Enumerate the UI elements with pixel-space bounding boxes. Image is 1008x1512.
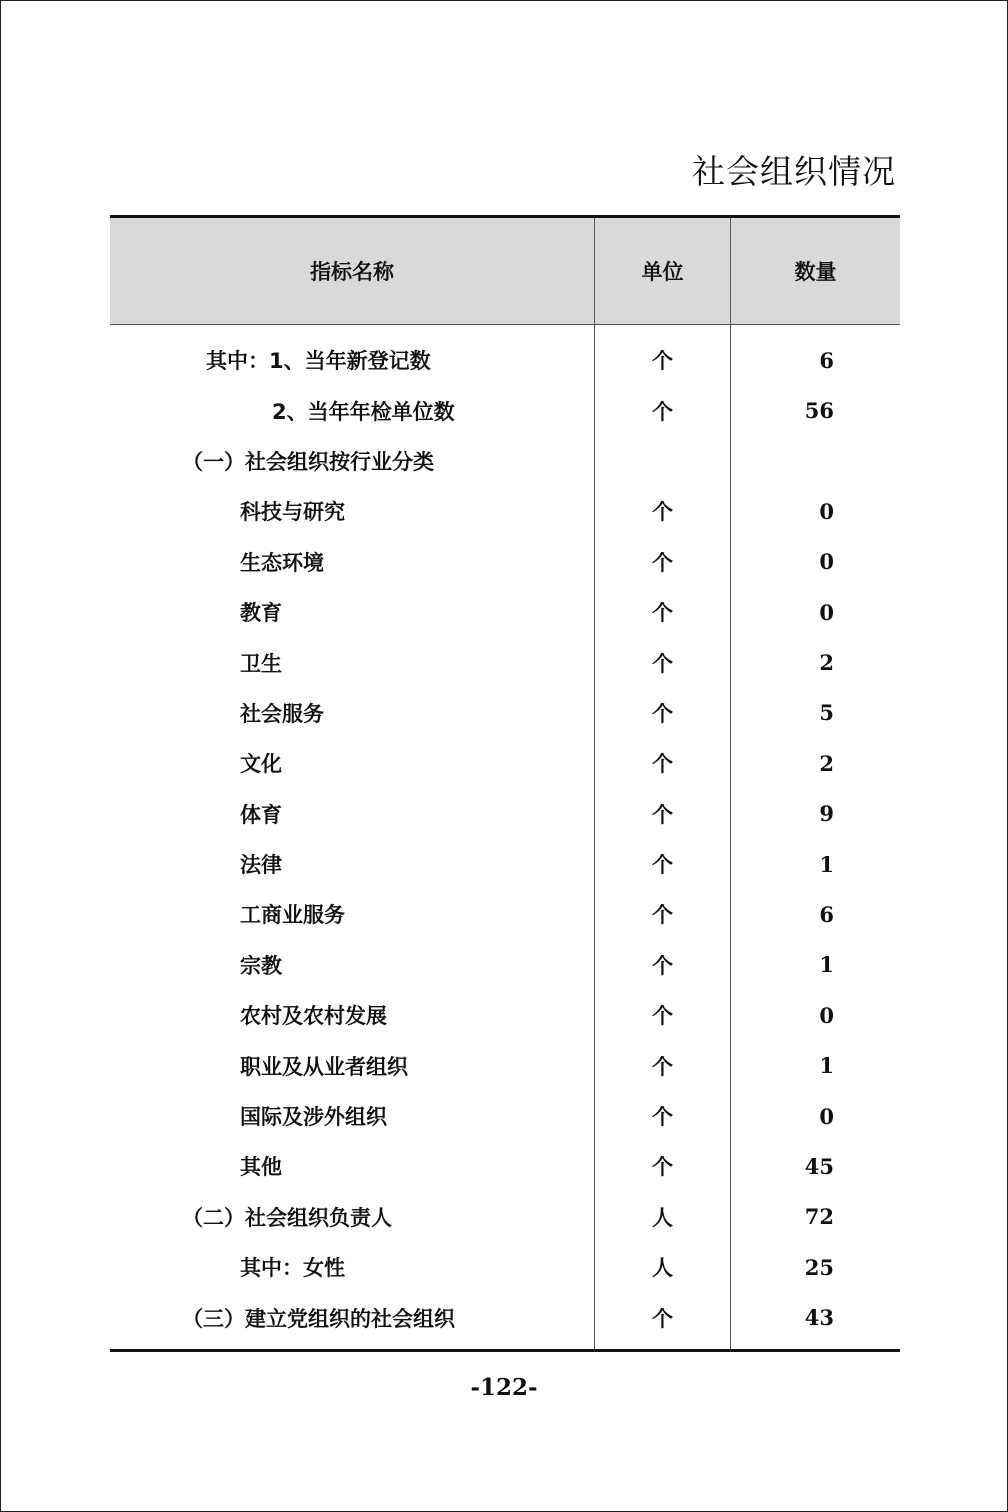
row-quantity: 0 — [819, 1103, 834, 1129]
table-row — [110, 637, 900, 687]
page-title: 社会组织情况 — [692, 152, 896, 191]
row-unit: 人 — [595, 1242, 731, 1292]
row-quantity: 0 — [819, 549, 834, 575]
row-quantity: 1 — [819, 851, 834, 877]
table-row — [110, 940, 900, 990]
row-indicator-name: 生态环境 — [240, 550, 324, 575]
row-unit: 个 — [595, 688, 731, 738]
table-header-row — [110, 217, 900, 325]
row-indicator-name: 文化 — [240, 752, 282, 777]
row-indicator-name: 国际及涉外组织 — [240, 1105, 387, 1130]
row-indicator-name: 科技与研究 — [240, 500, 345, 525]
row-unit: 个 — [595, 789, 731, 839]
statistics-table — [110, 215, 900, 1352]
table-row — [110, 537, 900, 587]
row-unit: 个 — [595, 1091, 731, 1141]
table-row — [110, 688, 900, 738]
row-quantity: 9 — [819, 801, 834, 827]
row-unit: 个 — [595, 889, 731, 939]
header-indicator-name: 指标名称 — [110, 217, 595, 325]
row-indicator-name: 2、当年年检单位数 — [272, 399, 455, 424]
row-unit — [595, 436, 731, 486]
table-row — [110, 486, 900, 536]
row-quantity: 2 — [819, 650, 834, 676]
row-indicator-name: 教育 — [240, 601, 282, 626]
row-unit: 个 — [595, 738, 731, 788]
row-quantity: 2 — [819, 750, 834, 776]
row-indicator-name: （二）社会组织负责人 — [182, 1205, 392, 1230]
row-unit: 个 — [595, 637, 731, 687]
table-row — [110, 1292, 900, 1350]
row-quantity: 1 — [819, 952, 834, 978]
row-unit: 个 — [595, 839, 731, 889]
row-indicator-name: 体育 — [240, 802, 282, 827]
table-row — [110, 1040, 900, 1090]
row-indicator-name: 宗教 — [240, 953, 282, 978]
header-unit: 单位 — [595, 217, 731, 325]
row-unit: 个 — [595, 486, 731, 536]
table-row — [110, 436, 900, 486]
table-row — [110, 587, 900, 637]
row-quantity: 0 — [819, 599, 834, 625]
row-indicator-name: （三）建立党组织的社会组织 — [110, 1292, 595, 1350]
row-quantity: 6 — [819, 901, 834, 927]
row-unit: 个 — [595, 385, 731, 435]
table-row — [110, 1192, 900, 1242]
table-row — [110, 789, 900, 839]
row-unit: 个 — [595, 990, 731, 1040]
row-indicator-name: （一）社会组织按行业分类 — [182, 449, 434, 474]
table-body — [110, 325, 900, 1351]
row-quantity: 0 — [819, 498, 834, 524]
row-quantity: 72 — [804, 1204, 834, 1230]
table-row — [110, 1091, 900, 1141]
header-quantity: 数量 — [731, 217, 901, 325]
row-unit: 个 — [595, 325, 731, 386]
row-indicator-name: 其他 — [240, 1155, 282, 1180]
table-row — [110, 1242, 900, 1292]
row-quantity: 45 — [804, 1153, 834, 1179]
table-row — [110, 325, 900, 386]
table-row — [110, 1141, 900, 1191]
row-quantity: 43 — [731, 1292, 901, 1350]
row-quantity: 6 — [819, 347, 834, 373]
table-row — [110, 385, 900, 435]
row-unit: 个 — [595, 1292, 731, 1350]
table-row — [110, 990, 900, 1040]
table-row — [110, 889, 900, 939]
row-unit: 个 — [595, 537, 731, 587]
row-indicator-name: 社会服务 — [240, 701, 324, 726]
row-unit: 人 — [595, 1192, 731, 1242]
row-indicator-name: 工商业服务 — [240, 903, 345, 928]
row-quantity — [731, 436, 901, 486]
row-unit: 个 — [595, 1141, 731, 1191]
table-row — [110, 738, 900, 788]
table-row — [110, 839, 900, 889]
row-quantity: 25 — [804, 1254, 834, 1280]
row-quantity: 0 — [819, 1002, 834, 1028]
row-unit: 个 — [595, 587, 731, 637]
row-quantity: 56 — [804, 398, 834, 424]
row-quantity: 1 — [819, 1053, 834, 1079]
row-unit: 个 — [595, 1040, 731, 1090]
row-unit: 个 — [595, 940, 731, 990]
row-indicator-name: 卫生 — [240, 651, 282, 676]
page-number: -122- — [470, 1374, 538, 1401]
row-indicator-name: 其中：女性 — [240, 1256, 345, 1281]
row-indicator-name: 法律 — [240, 853, 282, 878]
row-indicator-name: 职业及从业者组织 — [240, 1054, 408, 1079]
row-indicator-name: 农村及农村发展 — [240, 1004, 387, 1029]
row-quantity: 5 — [819, 700, 834, 726]
row-indicator-name: 其中：1、当年新登记数 — [206, 349, 431, 374]
